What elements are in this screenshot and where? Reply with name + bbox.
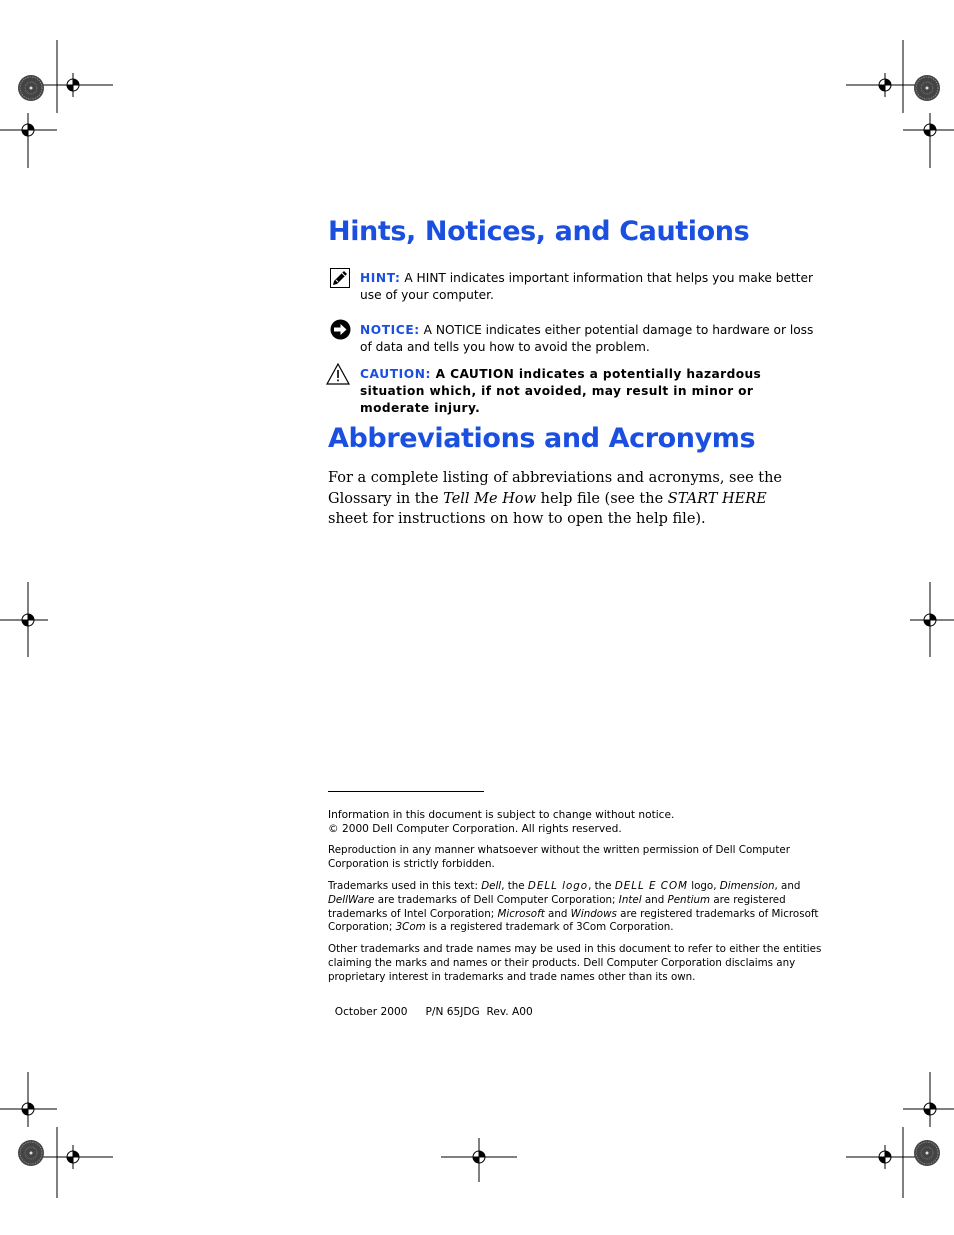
tm-text: , the (588, 880, 615, 892)
section-heading-abbreviations: Abbreviations and Acronyms (328, 423, 756, 454)
footer-part-number-text: P/N 65JDG Rev. A00 (425, 1005, 533, 1018)
caution-text: A CAUTION indicates a potentially hazardous situation which, if not avoided, may result in minor or moderate injury. (360, 367, 762, 415)
tm-text: and (641, 893, 668, 906)
tm-text: and (544, 907, 571, 920)
caution-label: CAUTION: (360, 367, 431, 381)
abbreviations-paragraph (328, 468, 808, 530)
tm-text: Trademarks used in this text: (328, 880, 482, 892)
footer-part-number (328, 992, 823, 1020)
tm-dellware: DellWare (328, 893, 375, 906)
tm-text: , and (774, 880, 801, 892)
tm-pentium: Pentium (667, 893, 711, 906)
other-trademarks-text: Other trademarks and trade names may be used in this document to refer to either the entities claiming the marks and names or their products. Dell Computer Corporation disclaims any proprietary interest in trademarks and trade names other than its own. (328, 943, 822, 983)
footer-notice (328, 809, 823, 837)
tm-text: are trademarks of Dell Computer Corporation; (374, 893, 619, 906)
tm-text: are registered trademarks of Microsoft Corporation; (328, 907, 819, 934)
tm-text: is a registered trademark of 3Com Corporation. (425, 921, 674, 934)
hint-label: HINT: (360, 271, 401, 285)
para-text-3: sheet for instructions on how to open the help file). (328, 511, 706, 527)
footer-trademarks (328, 880, 823, 935)
footer-change-notice: Information in this document is subject to change without notice. (328, 809, 675, 821)
start-here-title: START HERE (667, 490, 767, 507)
tm-dimension: Dimension (719, 880, 775, 892)
section-heading-hints: Hints, Notices, and Cautions (328, 216, 750, 247)
tm-3com: 3Com (395, 921, 426, 934)
para-text-2: help file (see the (536, 490, 668, 507)
tm-windows: Windows (570, 907, 617, 920)
pencil-icon (330, 268, 352, 290)
footer-reproduction (328, 844, 823, 872)
notice-text: A NOTICE indicates either potential damage to hardware or loss of data and tells you how to avoid the problem. (360, 323, 814, 354)
footer-rule (328, 791, 484, 792)
notice-note (360, 322, 822, 356)
hint-text: A HINT indicates important information that helps you make better use of your computer. (360, 271, 814, 302)
notice-arrow-icon (330, 319, 352, 341)
warning-triangle-icon (326, 363, 348, 385)
tm-microsoft: Microsoft (497, 907, 545, 920)
footer-copyright: © 2000 Dell Computer Corporation. All rights reserved. (328, 822, 622, 835)
tm-text: , the (501, 880, 528, 892)
notice-label: NOTICE: (360, 323, 420, 337)
caution-note (360, 366, 822, 417)
tell-me-how-title: Tell Me How (443, 490, 536, 507)
para-text-1: For a complete listing of abbreviations and acronyms, see the Glossary in the (328, 470, 783, 507)
tm-dell: Dell (481, 880, 502, 892)
hint-note (360, 270, 822, 304)
tm-intel: Intel (618, 893, 642, 906)
tm-dell-logo: DELL logo (527, 880, 589, 892)
footer-date: October 2000 (334, 1005, 408, 1018)
reproduction-text: Reproduction in any manner whatsoever without the written permission of Dell Computer Corporation is strictly forbidden. (328, 844, 790, 870)
tm-text: logo, (687, 880, 720, 892)
tm-text: are registered trademarks of Intel Corporation; (328, 893, 786, 920)
tm-dell-ecom: DELL E COM (614, 880, 688, 892)
footer-other-trademarks (328, 943, 823, 984)
